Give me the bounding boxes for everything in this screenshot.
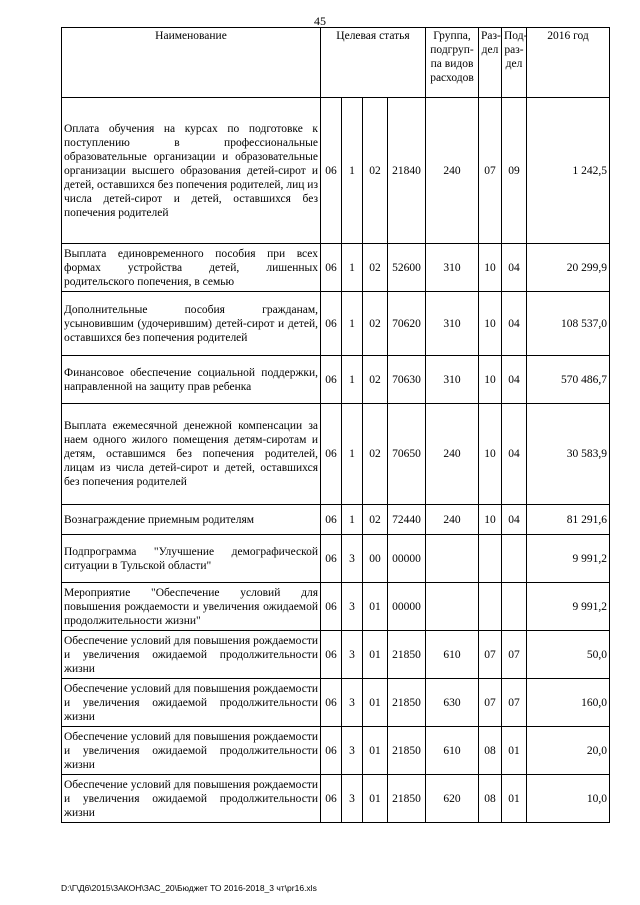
target-code-4: 70650 [388,404,426,505]
target-code-1: 06 [321,356,342,404]
amount-2016: 20,0 [527,727,610,775]
target-code-1: 06 [321,404,342,505]
target-code-3: 02 [363,98,388,244]
target-code-4: 21850 [388,631,426,679]
section-code: 07 [479,631,502,679]
row-name: Выплата ежемесячной денежной компенсации за наем одного жилого помещения детям-сиротам и детям, оставшимся без попечения родителей, лицам из числа детей-сирот и детей, оставшихся без попечения родителей [62,404,321,505]
subsection-code [502,583,527,631]
target-code-2: 3 [342,727,363,775]
target-code-4: 21850 [388,775,426,823]
target-code-1: 06 [321,505,342,535]
table-row [62,631,610,679]
target-code-4: 00000 [388,583,426,631]
target-code-3: 02 [363,292,388,356]
target-code-1: 06 [321,775,342,823]
header-year: 2016 год [527,28,610,98]
row-name: Обеспечение условий для повышения рождаемости и увеличения ожидаемой продолжительности жизни [62,631,321,679]
header-target: Целевая статья [321,28,426,98]
target-code-4: 21850 [388,727,426,775]
subsection-code: 09 [502,98,527,244]
header-subsection: Под-раз-дел [502,28,527,98]
table-row [62,98,610,244]
subsection-code: 04 [502,244,527,292]
section-code [479,535,502,583]
row-name: Обеспечение условий для повышения рождаемости и увеличения ожидаемой продолжительности жизни [62,727,321,775]
target-code-2: 1 [342,356,363,404]
target-code-2: 1 [342,98,363,244]
section-code: 10 [479,505,502,535]
target-code-3: 02 [363,244,388,292]
amount-2016: 9 991,2 [527,535,610,583]
amount-2016: 9 991,2 [527,583,610,631]
target-code-4: 70620 [388,292,426,356]
target-code-3: 01 [363,631,388,679]
amount-2016: 20 299,9 [527,244,610,292]
table-row [62,535,610,583]
subsection-code: 04 [502,292,527,356]
footer-file-path: D:\Г\Д6\2015\ЗАКОН\ЗАС_20\Бюджет ТО 2016-2018_3 чт\pr16.xls [61,883,317,893]
amount-2016: 81 291,6 [527,505,610,535]
target-code-1: 06 [321,679,342,727]
section-code: 10 [479,404,502,505]
section-code: 10 [479,292,502,356]
target-code-1: 06 [321,583,342,631]
row-name: Подпрограмма "Улучшение демографической ситуации в Тульской области" [62,535,321,583]
header-row [62,28,610,98]
section-code: 08 [479,727,502,775]
header-name: Наименование [62,28,321,98]
row-name: Обеспечение условий для повышения рождаемости и увеличения ожидаемой продолжительности жизни [62,775,321,823]
table-row [62,292,610,356]
target-code-4: 21850 [388,679,426,727]
header-group: Группа, подгруп-па видов расходов [426,28,479,98]
amount-2016: 108 537,0 [527,292,610,356]
expense-group [426,535,479,583]
subsection-code: 07 [502,631,527,679]
target-code-2: 1 [342,244,363,292]
expense-group: 240 [426,404,479,505]
target-code-1: 06 [321,292,342,356]
target-code-2: 3 [342,535,363,583]
amount-2016: 10,0 [527,775,610,823]
target-code-3: 01 [363,775,388,823]
target-code-3: 01 [363,727,388,775]
target-code-4: 21840 [388,98,426,244]
amount-2016: 1 242,5 [527,98,610,244]
row-name: Финансовое обеспечение социальной поддержки, направленной на защиту прав ребенка [62,356,321,404]
target-code-1: 06 [321,98,342,244]
section-code: 10 [479,244,502,292]
table-row [62,404,610,505]
target-code-1: 06 [321,631,342,679]
expense-group: 620 [426,775,479,823]
row-name: Мероприятие "Обеспечение условий для повышения рождаемости и увеличения ожидаемой продолжительности жизни" [62,583,321,631]
expense-group: 310 [426,244,479,292]
target-code-4: 72440 [388,505,426,535]
section-code: 08 [479,775,502,823]
subsection-code: 01 [502,727,527,775]
target-code-3: 01 [363,583,388,631]
target-code-1: 06 [321,535,342,583]
table-row [62,583,610,631]
expense-group: 610 [426,631,479,679]
amount-2016: 570 486,7 [527,356,610,404]
expense-group: 240 [426,505,479,535]
table-row [62,356,610,404]
page-number: 45 [314,14,326,28]
table-row [62,505,610,535]
target-code-1: 06 [321,244,342,292]
target-code-2: 3 [342,583,363,631]
amount-2016: 160,0 [527,679,610,727]
target-code-4: 70630 [388,356,426,404]
section-code: 07 [479,679,502,727]
header-section: Раз-дел [479,28,502,98]
budget-table [61,27,610,823]
subsection-code: 04 [502,356,527,404]
target-code-3: 01 [363,679,388,727]
row-name: Выплата единовременного пособия при всех формах устройства детей, лишенных родительского попечения, в семью [62,244,321,292]
subsection-code: 01 [502,775,527,823]
target-code-2: 1 [342,505,363,535]
section-code: 10 [479,356,502,404]
subsection-code: 07 [502,679,527,727]
expense-group [426,583,479,631]
target-code-3: 02 [363,505,388,535]
row-name: Оплата обучения на курсах по подготовке к поступлению в профессиональные образовательные организации и образовательные организации высшего образования детей-сирот и детей, оставшихся без попечения родителей, лиц из числа детей-сирот и детей, оставшихся без попечения родителей [62,98,321,244]
row-name: Вознаграждение приемным родителям [62,505,321,535]
section-code [479,583,502,631]
target-code-2: 1 [342,404,363,505]
target-code-3: 00 [363,535,388,583]
target-code-3: 02 [363,356,388,404]
table-row [62,775,610,823]
expense-group: 630 [426,679,479,727]
table-row [62,727,610,775]
row-name: Обеспечение условий для повышения рождаемости и увеличения ожидаемой продолжительности жизни [62,679,321,727]
amount-2016: 30 583,9 [527,404,610,505]
table-row [62,244,610,292]
table-row [62,679,610,727]
subsection-code: 04 [502,505,527,535]
section-code: 07 [479,98,502,244]
subsection-code [502,535,527,583]
subsection-code: 04 [502,404,527,505]
target-code-4: 00000 [388,535,426,583]
expense-group: 240 [426,98,479,244]
target-code-2: 3 [342,631,363,679]
target-code-4: 52600 [388,244,426,292]
target-code-2: 3 [342,679,363,727]
target-code-1: 06 [321,727,342,775]
target-code-2: 3 [342,775,363,823]
expense-group: 610 [426,727,479,775]
expense-group: 310 [426,356,479,404]
target-code-3: 02 [363,404,388,505]
row-name: Дополнительные пособия гражданам, усыновившим (удочерившим) детей-сирот и детей, оставшихся без попечения родителей [62,292,321,356]
expense-group: 310 [426,292,479,356]
amount-2016: 50,0 [527,631,610,679]
target-code-2: 1 [342,292,363,356]
